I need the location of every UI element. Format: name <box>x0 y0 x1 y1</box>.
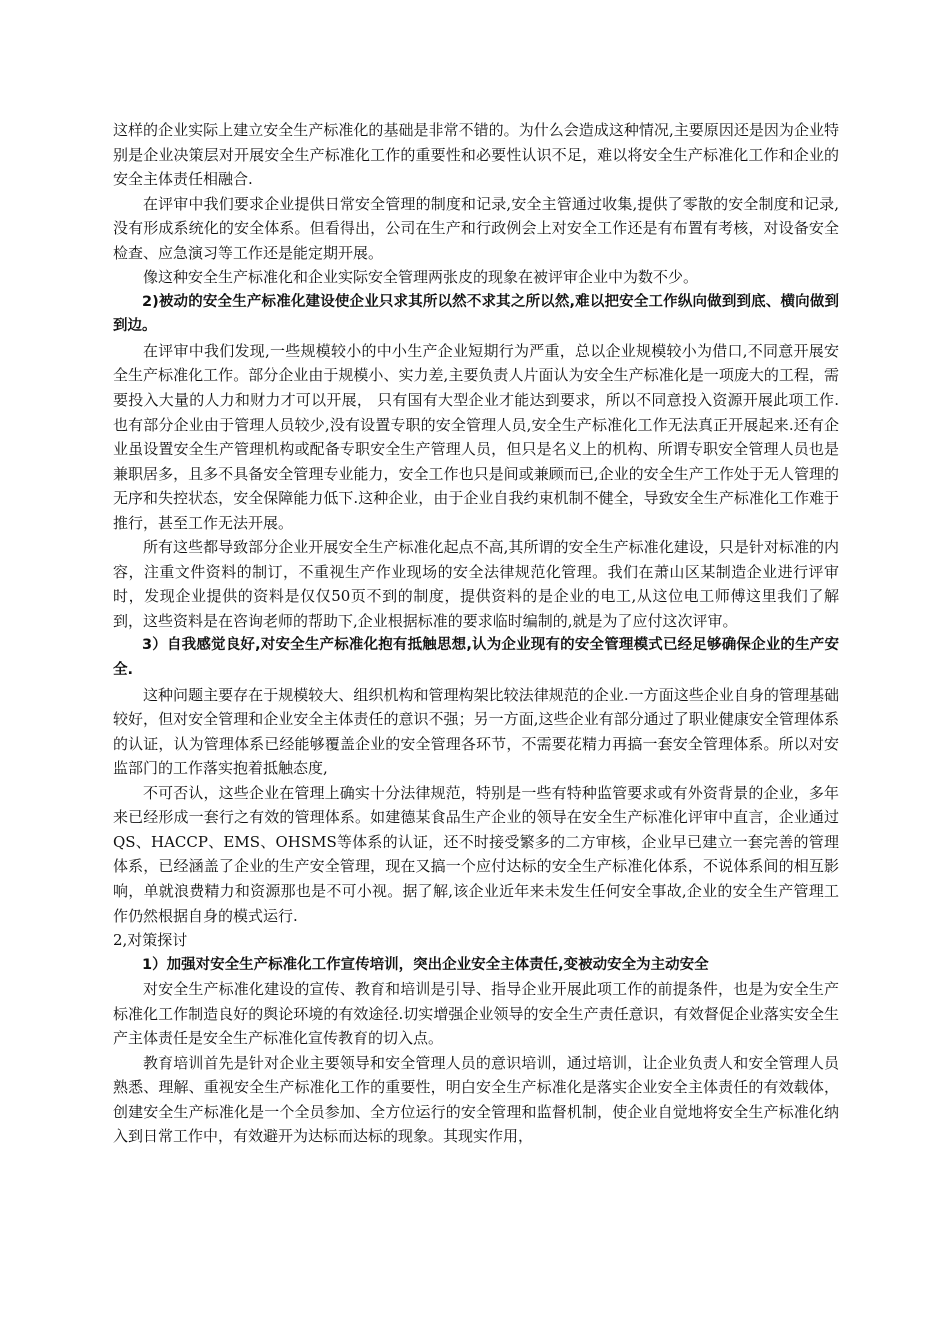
paragraph-low-starting-point: 所有这些都导致部分企业开展安全生产标准化起点不高,其所谓的安全生产标准化建设，只是针对标准的内容，注重文件资料的制订，不重视生产作业现场的安全法律规范化管理。我们在萧山区某制造企业进行评审时，发现企业提供的资料是仅仅50页不到的制度，提供资料的是企业的电工,从这位电工师傅这里我们了解到，这些资料是在咨询老师的帮助下,企业根据标准的要求临时编制的,就是为了应付这次评审。 <box>113 538 839 630</box>
paragraph-undeniable: 不可否认，这些企业在管理上确实十分法律规范，特别是一些有特种监管要求或有外资背景的企业，多年来已经形成一套行之有效的管理体系。如建德某食品生产企业的领导在安全生产标准化评审中直言，企业通过QS、HACCP、EMS、OHSMS等体系的认证，还不时接受繁多的二方审核，企业早已建立一套完善的管理体系，已经涵盖了企业的生产安全管理，现在又搞一个应付达标的安全生产标准化体系，不说体系间的相互影响，单就浪费精力和资源那也是不可小视。据了解,该企业近年来未发生任何安全事故,企业的安全生产管理工作仍然根据自身的模式运行. <box>113 783 839 925</box>
heading-countermeasure-1: 1）加强对安全生产标准化工作宣传培训，突出企业安全主体责任,变被动安全为主动安全 <box>142 956 709 973</box>
paragraph-two-skins: 像这种安全生产标准化和企业实际安全管理两张皮的现象在被评审企业中为数不少。 <box>143 268 699 287</box>
paragraph-small-enterprises: 在评审中我们发现,一些规模较小的中小生产企业短期行为严重，总以企业规模较小为借口,不同意开展安全生产标准化工作。部分企业由于规模小、实力差,主要负责人片面认为安全生产标准化是一项庞大的工程，需要投入大量的人力和财力才可以开展， 只有国有大型企业才能达到要求，所以不同意投入资源开展此项工作.也有部分企业由于管理人员较少,没有设置专职的安全管理人员,安全生产标准化工作无法真正开展起来.还有企业虽设置安全生产管理机构或配备专职安全生产管理人员，但只是名义上的机构、所谓专职安全管理人员也是兼职居多，且多不具备安全管理专业能力，安全工作也只是间或兼顾而已,企业的安全生产工作处于无人管理的无序和失控状态，安全保障能力低下.这种企业，由于企业自我约束机制不健全，导致安全生产标准化工作难于推行，甚至工作无法开展。 <box>113 341 839 532</box>
section-heading-countermeasures: 2,对策探讨 <box>113 931 188 950</box>
document-body <box>113 118 839 1149</box>
paragraph-review-records: 在评审中我们要求企业提供日常安全管理的制度和记录,安全主管通过收集,提供了零散的安全制度和记录,没有形成系统化的安全体系。但看得出，公司在生产和行政例会上对安全工作还是有布置有考核，对设备安全检查、应急演习等工作还是能定期开展。 <box>113 194 839 262</box>
heading-point-2: 2)被动的安全生产标准化建设使企业只求其所以然不求其之所以然,难以把安全工作纵向做到到底、横向做到到边。 <box>113 293 839 335</box>
paragraph-publicity: 对安全生产标准化建设的宣传、教育和培训是引导、指导企业开展此项工作的前提条件，也是为安全生产标准化工作制造良好的舆论环境的有效途径.切实增强企业领导的安全生产责任意识，有效督促企业落实安全生产主体责任是安全生产标准化宣传教育的切入点。 <box>113 980 839 1048</box>
paragraph-large-enterprises: 这种问题主要存在于规模较大、组织机构和管理构架比较法律规范的企业.一方面这些企业自身的管理基础较好，但对安全管理和企业安全主体责任的意识不强；另一方面,这些企业有部分通过了职业健康安全管理体系的认证，认为管理体系已经能够覆盖企业的安全管理各环节，不需要花精力再搞一套安全管理体系。所以对安监部门的工作落实抱着抵触态度, <box>113 685 839 778</box>
paragraph-continuation: 这样的企业实际上建立安全生产标准化的基础是非常不错的。为什么会造成这种情况,主要原因还是因为企业特别是企业决策层对开展安全生产标准化工作的重要性和必要性认识不足，难以将安全生产标准化工作和企业的安全主体责任相融合. <box>113 121 839 189</box>
paragraph-training: 教育培训首先是针对企业主要领导和安全管理人员的意识培训，通过培训，让企业负责人和安全管理人员熟悉、理解、重视安全生产标准化工作的重要性，明白安全生产标准化是落实企业安全主体责任的有效载体，创建安全生产标准化是一个全员参加、全方位运行的安全管理和监督机制，使企业自觉地将安全生产标准化纳入到日常工作中，有效避开为达标而达标的现象。其现实作用， <box>113 1053 839 1146</box>
heading-point-3: 3）自我感觉良好,对安全生产标准化抱有抵触思想,认为企业现有的安全管理模式已经足够确保企业的生产安全. <box>113 637 839 679</box>
